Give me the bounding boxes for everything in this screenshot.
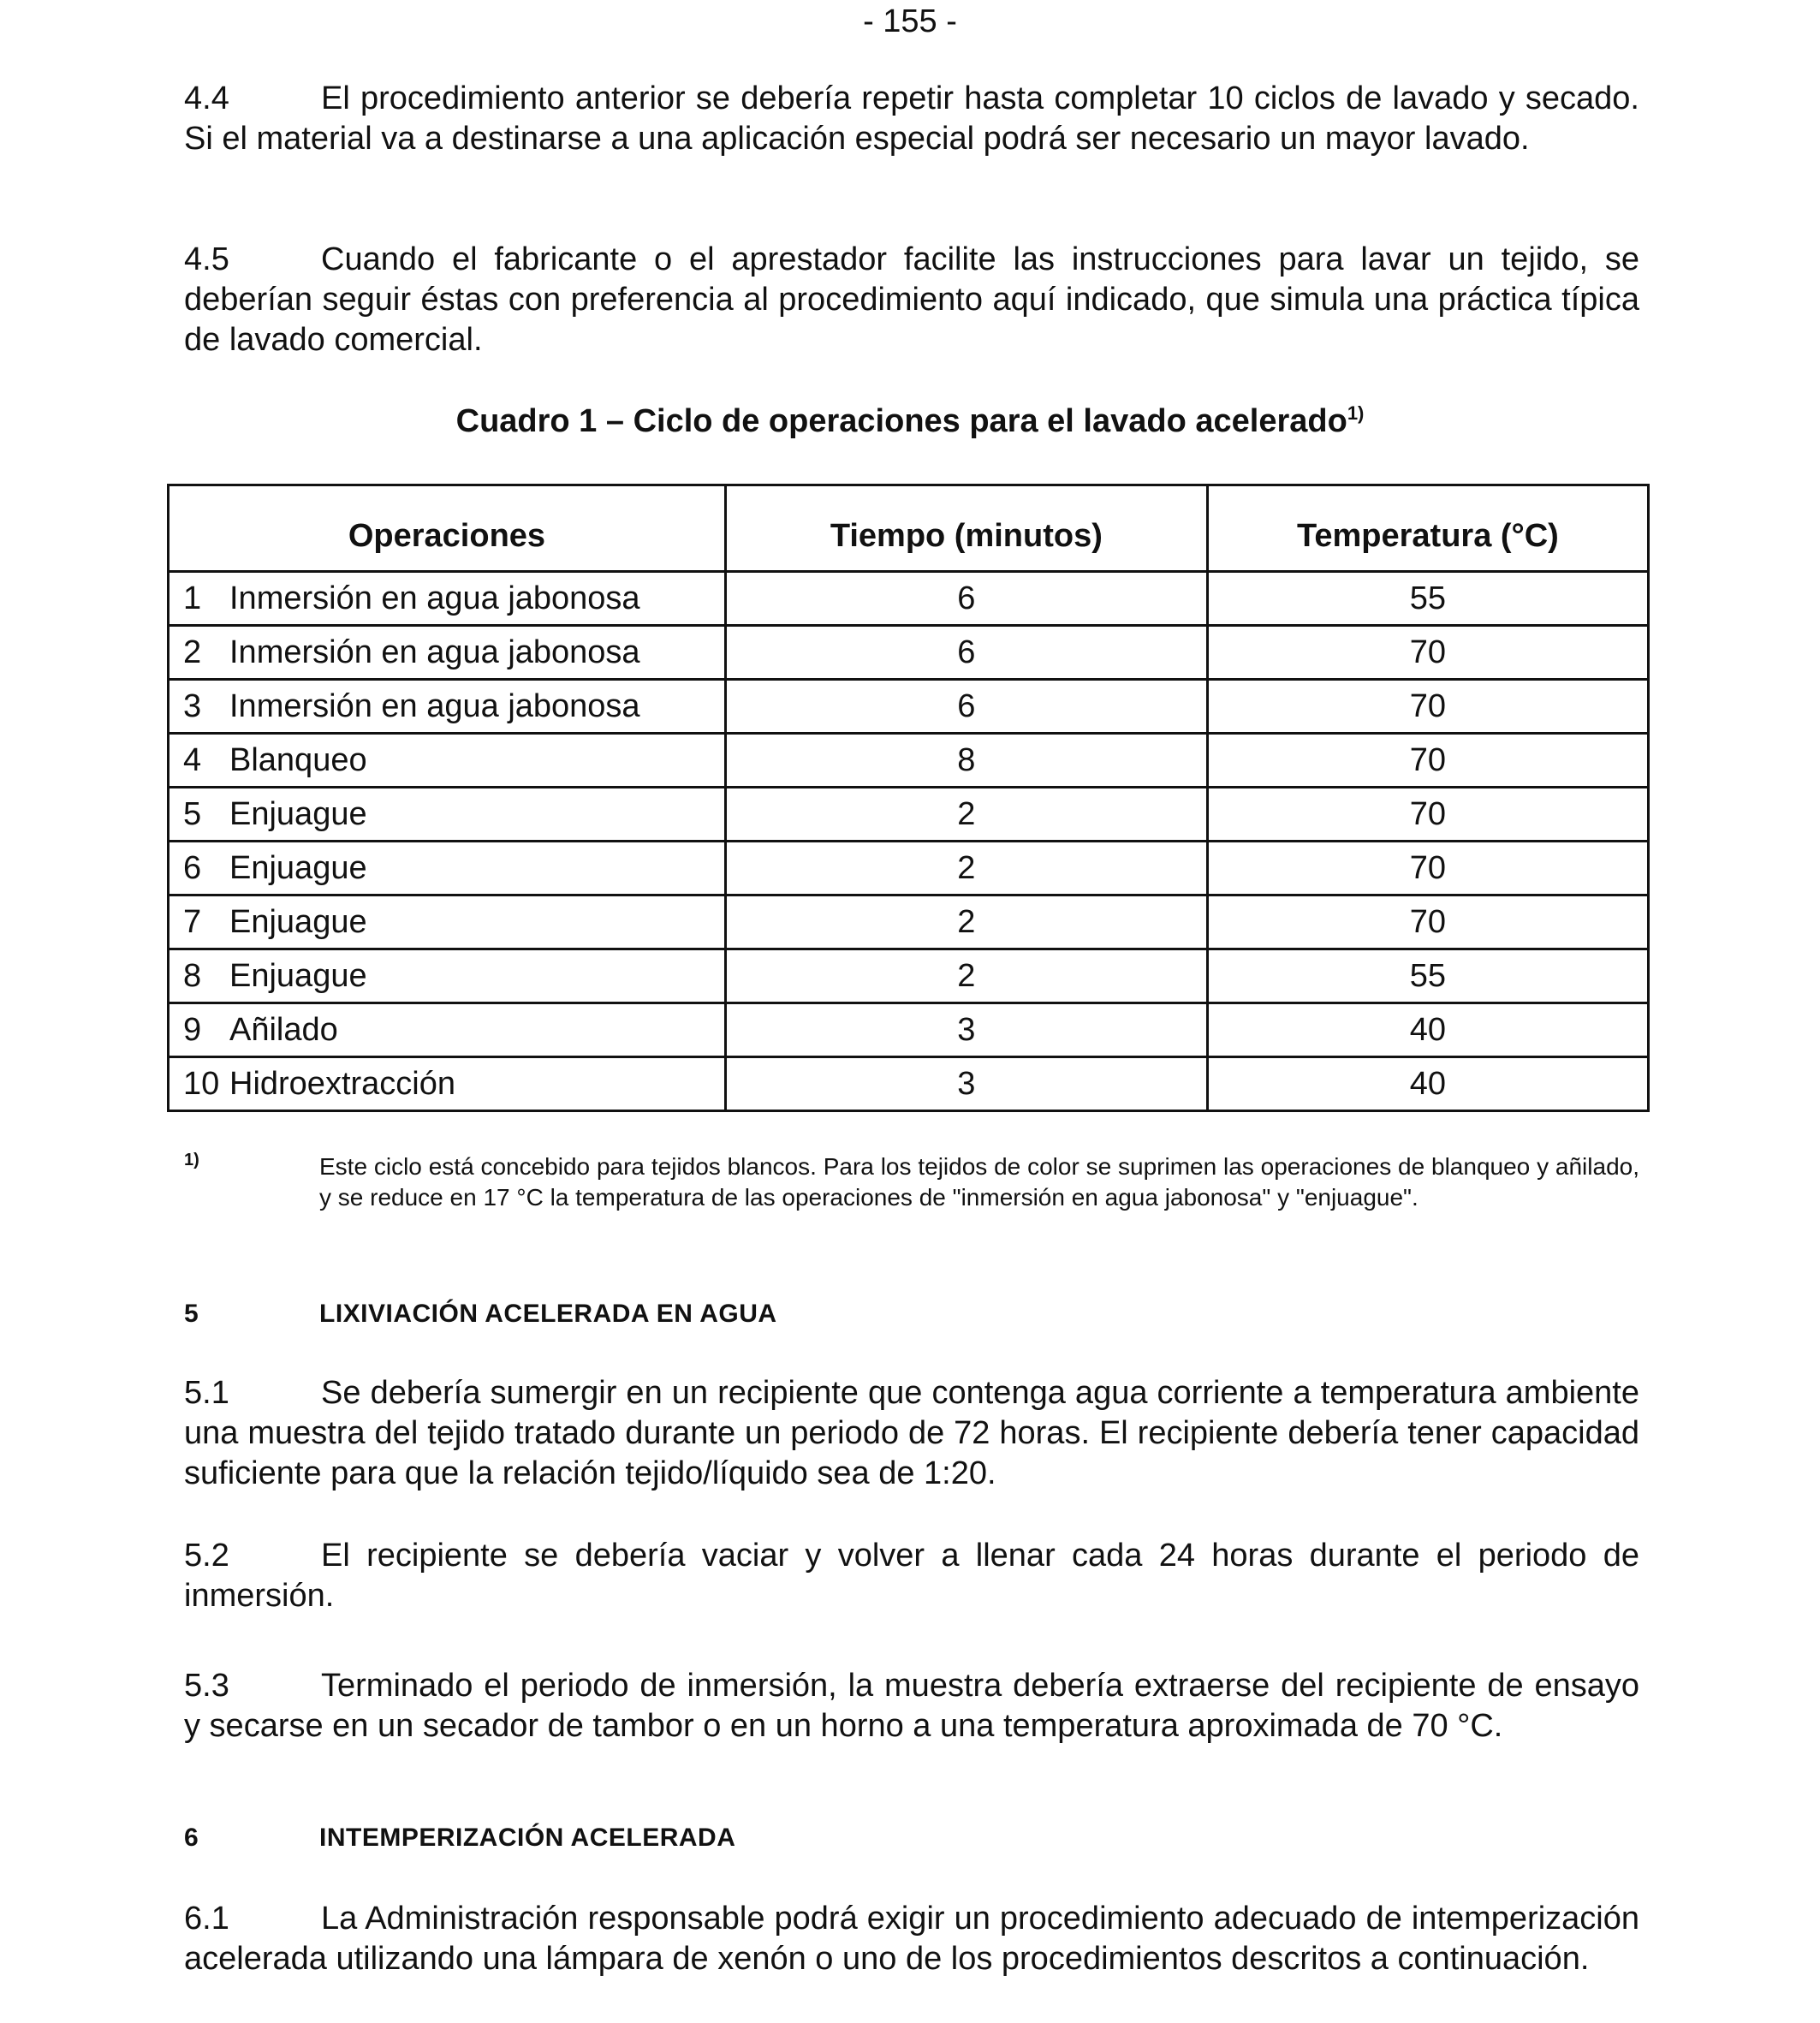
temperature-cell: 70 [1207,626,1648,680]
time-cell: 2 [725,949,1207,1003]
section-5-heading [184,1300,777,1329]
operation-cell [169,734,726,788]
table-row [169,949,1649,1003]
paragraph-6-1 [184,1899,1639,1979]
paragraph-number: 6.1 [184,1901,229,1937]
temperature-cell: 70 [1207,895,1648,949]
operation-name: Añilado [229,1011,338,1048]
table-footnote [184,1151,1639,1213]
operation-number: 7 [183,903,202,940]
section-number: 5 [184,1300,199,1328]
time-cell: 6 [725,626,1207,680]
operations-table [167,484,1650,1112]
operation-name: Inmersión en agua jabonosa [229,687,640,724]
footnote-text: Este ciclo está concebido para tejidos blancos. Para los tejidos de color se suprimen las operaciones de blanqueo y añilado, y se reduce en 17 °C la temperatura de las operaciones de "inmersión en agua jabonosa" y "enjuague". [319,1153,1639,1211]
operation-name: Blanqueo [229,741,367,778]
paragraph-text: Cuando el fabricante o el aprestador facilite las instrucciones para lavar un tejido, se deberían seguir éstas con preferencia al procedimiento aquí indicado, que simula una práctica típica de lavado comercial. [184,241,1639,358]
paragraph-text: La Administración responsable podrá exigir un procedimiento adecuado de intemperización acelerada utilizando una lámpara de xenón o uno de los procedimientos descritos a continuación. [184,1901,1639,1977]
operation-name: Enjuague [229,957,367,994]
page-number: - 155 - [863,3,957,39]
table-row [169,842,1649,895]
table-title-text: Cuadro 1 – Ciclo de operaciones para el lavado acelerado [455,403,1347,439]
operation-number: 8 [183,957,202,994]
operation-number: 4 [183,741,202,778]
operation-name: Hidroextracción [229,1065,455,1102]
operation-name: Inmersión en agua jabonosa [229,634,640,670]
operation-cell [169,1057,726,1111]
section-title: INTEMPERIZACIÓN ACELERADA [319,1824,736,1852]
operation-cell [169,1003,726,1057]
header-time: Tiempo (minutos) [725,485,1207,572]
time-cell: 3 [725,1057,1207,1111]
operation-number: 2 [183,634,202,670]
temperature-cell: 40 [1207,1003,1648,1057]
temperature-cell: 70 [1207,680,1648,734]
operation-number: 9 [183,1011,202,1048]
temperature-cell: 70 [1207,788,1648,842]
paragraph-text: Se debería sumergir en un recipiente que contenga agua corriente a temperatura ambiente una muestra del tejido tratado durante un periodo de 72 horas. El recipiente debería tener capacidad suficiente para que la relación tejido/líquido sea de 1:20. [184,1375,1639,1491]
header-temperature: Temperatura (°C) [1207,485,1648,572]
paragraph-5-3 [184,1666,1639,1746]
table-row [169,626,1649,680]
operation-cell [169,788,726,842]
paragraph-number: 5.3 [184,1668,229,1704]
time-cell: 2 [725,788,1207,842]
time-cell: 2 [725,842,1207,895]
paragraph-number: 5.1 [184,1375,229,1411]
table-row [169,1003,1649,1057]
paragraph-text: El recipiente se debería vaciar y volver a llenar cada 24 horas durante el periodo de inmersión. [184,1538,1639,1614]
time-cell: 8 [725,734,1207,788]
paragraph-number: 4.5 [184,241,229,277]
header-operations: Operaciones [169,485,726,572]
table-row [169,680,1649,734]
paragraph-text: Terminado el periodo de inmersión, la muestra debería extraerse del recipiente de ensayo y secarse en un secador de tambor o en un horno a una temperatura aproximada de 70 °C. [184,1668,1639,1744]
operation-number: 10 [183,1065,220,1102]
operation-cell [169,949,726,1003]
operation-number: 6 [183,849,202,886]
paragraph-text: El procedimiento anterior se debería repetir hasta completar 10 ciclos de lavado y secado. Si el material va a destinarse a una aplicación especial podrá ser necesario un mayor lavado. [184,80,1639,157]
operation-name: Enjuague [229,849,367,886]
operation-cell [169,895,726,949]
time-cell: 6 [725,572,1207,626]
table-row [169,734,1649,788]
temperature-cell: 70 [1207,734,1648,788]
paragraph-5-1 [184,1373,1639,1494]
table-header-row [169,485,1649,572]
paragraph-number: 4.4 [184,80,229,116]
paragraph-4-4 [184,79,1639,159]
table-row [169,1057,1649,1111]
temperature-cell: 55 [1207,949,1648,1003]
operation-number: 3 [183,687,202,724]
temperature-cell: 70 [1207,842,1648,895]
section-title: LIXIVIACIÓN ACELERADA EN AGUA [319,1300,777,1328]
table-title [0,402,1820,440]
operation-name: Enjuague [229,795,367,832]
paragraph-number: 5.2 [184,1538,229,1574]
operation-name: Inmersión en agua jabonosa [229,580,640,616]
operation-number: 1 [183,580,202,616]
time-cell: 3 [725,1003,1207,1057]
operation-cell [169,842,726,895]
temperature-cell: 40 [1207,1057,1648,1111]
table-row [169,895,1649,949]
operation-cell [169,626,726,680]
section-6-heading [184,1824,735,1853]
section-number: 6 [184,1824,199,1852]
time-cell: 2 [725,895,1207,949]
footnote-mark: 1) [184,1151,199,1169]
operation-number: 5 [183,795,202,832]
paragraph-5-2 [184,1536,1639,1616]
operation-name: Enjuague [229,903,367,940]
operation-cell [169,680,726,734]
time-cell: 6 [725,680,1207,734]
table-title-footnote-mark: 1) [1347,402,1365,424]
table-row [169,788,1649,842]
paragraph-4-5 [184,240,1639,360]
temperature-cell: 55 [1207,572,1648,626]
table-row [169,572,1649,626]
operation-cell [169,572,726,626]
